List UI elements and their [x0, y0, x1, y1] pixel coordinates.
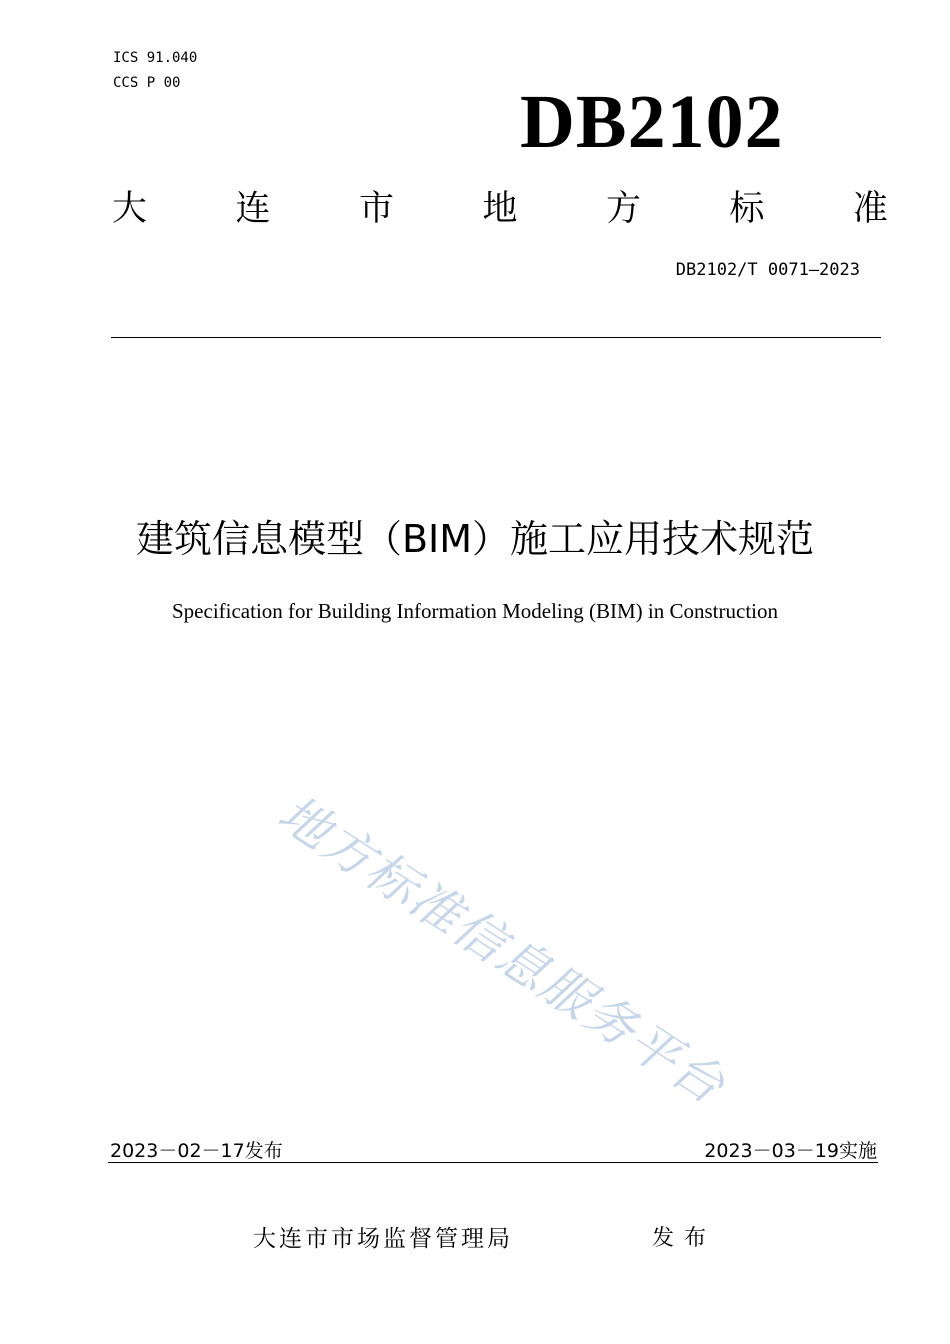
implementation-date: 2023－03－19实施 [704, 1140, 877, 1162]
publisher-name: 大连市市场监督管理局 [253, 1226, 513, 1252]
date-divider [108, 1162, 878, 1163]
document-title-english: Specification for Building Information Modeling (BIM) in Construction [172, 599, 778, 623]
standard-type-char: 地 [482, 189, 518, 229]
ccs-code: CCS P 00 [113, 75, 181, 91]
standard-type-char: 标 [729, 189, 765, 229]
standard-code-large: DB2102 [520, 80, 784, 164]
standard-type-char: 准 [852, 189, 888, 229]
standard-type-char: 大 [112, 189, 148, 229]
document-title-chinese: 建筑信息模型（BIM）施工应用技术规范 [135, 517, 815, 561]
issue-date: 2023－02－17发布 [110, 1140, 283, 1162]
standard-number: DB2102/T 0071—2023 [675, 260, 860, 280]
publish-label: 发布 [652, 1226, 717, 1251]
ics-code: ICS 91.040 [113, 50, 198, 66]
standard-type-char: 市 [358, 189, 394, 229]
header-divider [111, 337, 881, 338]
watermark: 地方标准信息服务平台 [268, 784, 736, 1116]
standard-type-char: 连 [235, 189, 271, 229]
standard-type-heading [112, 188, 888, 230]
standard-type-char: 方 [605, 189, 641, 229]
